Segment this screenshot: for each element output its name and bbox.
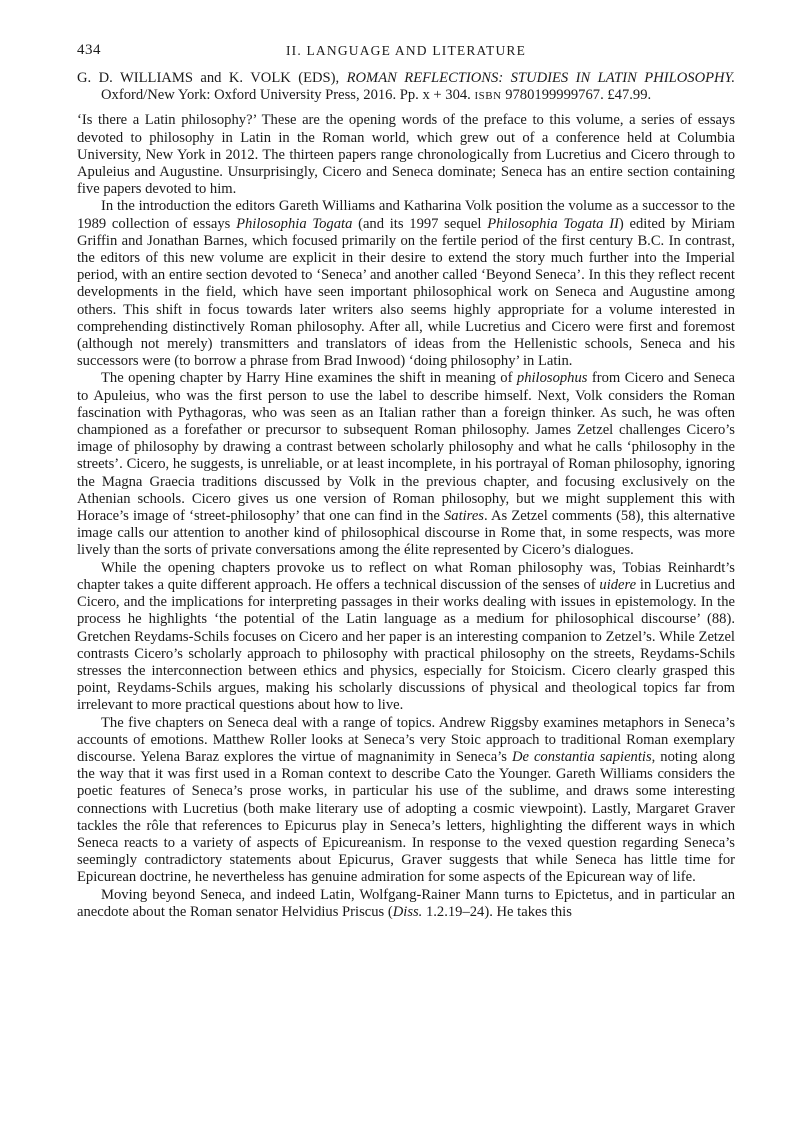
citation-publisher: Oxford/New York: Oxford University Press, 2016. Pp. x + 304. [101, 87, 471, 104]
italic-text: Diss. [392, 903, 423, 920]
citation-editors: G. D. WILLIAMS and K. VOLK (EDS), [77, 70, 340, 86]
paragraph [77, 560, 735, 715]
paragraph [77, 198, 735, 370]
italic-text: Satires [443, 508, 484, 525]
text-run: Moving beyond Seneca, and indeed Latin, Wolfgang-Rainer Mann turns to Epictetus, and in particular an anecdote about the Roman senator Helvidius Priscus ( [77, 886, 735, 920]
italic-text: uidere [599, 576, 637, 593]
italic-text: De constantia sapientis [511, 748, 652, 765]
page-number: 434 [77, 42, 101, 58]
paragraph [77, 112, 735, 198]
citation-isbn-price: 9780199999767. £47.99. [505, 87, 652, 104]
text-run: ) edited by Miriam Griffin and Jonathan Barnes, which focused primarily on the fertile period of the first century B.C. In contrast, the editors of this new volume are explicit in their desire to extend the story much further into the Imperial period, with an entire section devoted to ‘Seneca’ and another called ‘Beyond Seneca’. In this they reflect recent developments in the field, which have seen important philosophical work on Seneca and Augustine among others. This shift in focus towards later writers also seems highly appropriate for a volume interested in comprehending distinctively Roman philosophy. After all, while Lucretius and Cicero were first and foremost (although not merely) transmitters and translators of ideas from the Hellenistic schools, Seneca and his successors were (to borrow a phrase from Brad Inwood) ‘doing philosophy’ in Latin. [77, 215, 735, 370]
book-citation [77, 70, 735, 105]
text-run: in Lucretius and Cicero, and the implications for interpreting passages in their works dealing with issues in epistemology. In the process he highlights ‘the potential of the Latin language as a medium for philosophical discourse’ (88). Gretchen Reydams-Schils focuses on Cicero and her paper is an interesting companion to Zetzel’s. While Zetzel contrasts Cicero’s scholarly approach to philosophy with practical philosophy on the streets, Reydams-Schils stresses the interconnection between ethics and physics, especially for Stoicism. Cicero clearly grasped this point, Reydams-Schils argues, making his scholarly discussions of physical and theological topics far from irrelevant to more practical questions about how to live. [77, 576, 735, 714]
text-run: , noting along the way that it was first used in a Roman context to describe Cato the Younger. Gareth Williams considers the poetic features of Seneca’s prose works, in particular his use of the sublime, and draws some interesting connections with Lucretius (both make literary use of adopting a cosmic viewpoint). Lastly, Margaret Graver tackles the rôle that references to Epicurus play in Seneca’s letters, highlighting the different ways in which Seneca reacts to a variety of aspects of Epicureanism. In response to the vexed question regarding Seneca’s seemingly contradictory statements about Epicurus, Graver suggests that while Seneca has little time for Epicurean doctrine, he nevertheless has genuine admiration for some aspects of the Epicurean way of life. [77, 748, 735, 886]
text-run: The five chapters on Seneca deal with a range of topics. Andrew Riggsby examines metaphors in Seneca’s accounts of emotions. Matthew Roller looks at Seneca’s very Stoic approach to traditional Roman exemplary discourse. Yelena Baraz explores the virtue of magnanimity in Seneca’s [77, 714, 735, 765]
paragraph [77, 370, 735, 559]
text-run: (and its 1997 sequel [352, 215, 488, 232]
text-run: . As Zetzel comments (58), this alternative image calls our attention to another kind of philosophical discourse in Rome that, in some respects, was more lively than the sorts of private conversations among the élite represented by Cicero’s dialogues. [77, 508, 735, 559]
text-run: ‘Is there a Latin philosophy?’ These are the opening words of the preface to this volume, a series of essays devoted to philosophy in Latin in the Roman world, which grew out of a conference held at Columbia University, New York in 2012. The thirteen papers range chronologically from Lucretius and Cicero through to Apuleius and Augustine. Unsurprisingly, Cicero and Seneca dominate; Seneca has an entire section containing five papers devoted to him. [77, 112, 735, 198]
text-run: 1.2.19–24). He takes this [422, 903, 572, 920]
text-run: While the opening chapters provoke us to reflect on what Roman philosophy was, Tobias Reinhardt’s chapter takes a quite different approach. He offers a technical discussion of the senses of [77, 559, 735, 593]
italic-text: Philosophia Togata [236, 215, 353, 232]
paragraph [77, 887, 735, 921]
paragraph [77, 715, 735, 887]
document-page [77, 40, 735, 921]
citation-isbn-label: ISBN [474, 90, 502, 103]
text-run: from Cicero and Seneca to Apuleius, who was the first person to use the label to describe himself. Next, Volk considers the Roman fascination with Pythagoras, who was seen as an Italian rather than a foreign thinker. As such, he was often championed as a forefather or precursor to subsequent Roman philosophy. James Zetzel challenges Cicero’s image of philosophy by drawing a contrast between scholarly philosophy and what he calls ‘philosophy in the streets’. Cicero, he suggests, is unreliable, or at least incomplete, in his portrayal of Roman philosophy, ignoring the Magna Graecia traditions discussed by Volk in the previous chapter, and focusing exclusively on the Athenian schools. Cicero gives us one version of Roman philosophy, but we might supplement this with Horace’s image of ‘street-philosophy’ that one can find in the [77, 370, 735, 525]
text-run: In the introduction the editors Gareth Williams and Katharina Volk position the volume as a successor to the 1989 collection of essays [77, 198, 735, 232]
citation-title: ROMAN REFLECTIONS: STUDIES IN LATIN PHILOSOPHY. [346, 70, 735, 86]
section-title: II. LANGUAGE AND LITERATURE [285, 43, 527, 58]
running-head [77, 40, 735, 64]
text-run: The opening chapter by Harry Hine examines the shift in meaning of [101, 370, 517, 387]
italic-text: philosophus [516, 370, 588, 387]
review-body [77, 112, 735, 921]
italic-text: Philosophia Togata II [487, 215, 619, 232]
